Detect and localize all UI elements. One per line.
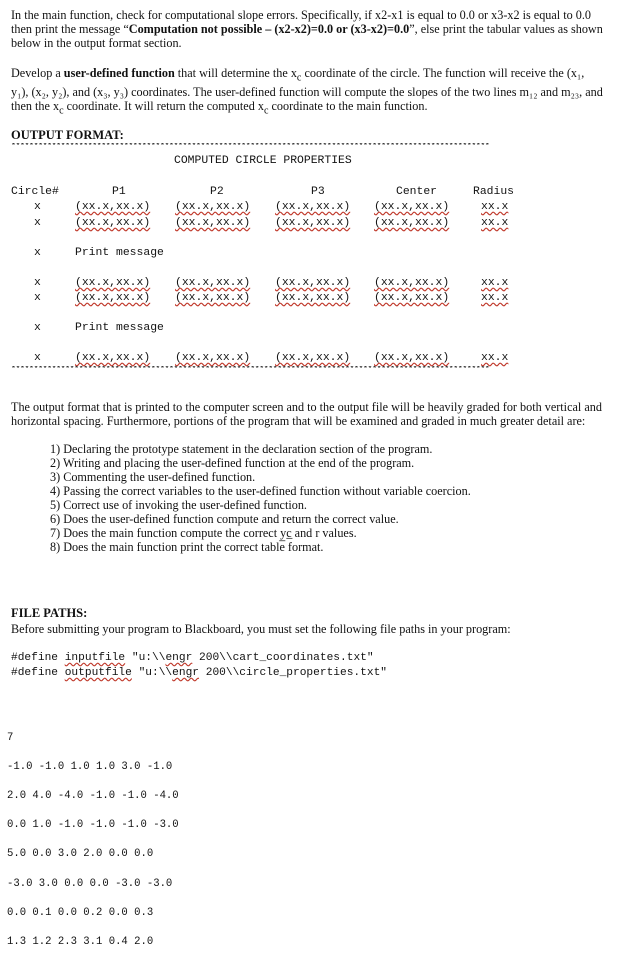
table-row (0, 217, 620, 231)
input-line: 0.0 1.0 -1.0 -1.0 -1.0 -3.0 (7, 819, 179, 832)
cell-p1: (xx.x,xx.x) (75, 217, 151, 229)
input-line: -1.0 -1.0 1.0 1.0 3.0 -1.0 (7, 760, 173, 773)
cell-p3: (xx.x,xx.x) (275, 217, 351, 229)
input-line: 5.0 0.0 3.0 2.0 0.0 0.0 (7, 848, 154, 861)
row-number: x (34, 201, 41, 213)
file-paths-heading: FILE PATHS: (11, 606, 88, 620)
cell-p3: (xx.x,xx.x) (275, 277, 351, 289)
cell-center: (xx.x,xx.x) (374, 277, 450, 289)
cell-p3: (xx.x,xx.x) (275, 201, 351, 213)
intro-text: coordinate of the circle. The function will receive the (x₁, y₁), (x₂, y₂), and (x₃, y₃) coordinates. The user-defined function will compute the slopes of the two lines m₁₂ and m₂₃, and then the x (11, 66, 603, 114)
list-item: 8) Does the main function print the correct table format. (50, 540, 324, 554)
list-item: 2) Writing and placing the user-defined function at the end of the program. (50, 456, 415, 470)
cell-p1: (xx.x,xx.x) (75, 277, 151, 289)
list-item: 3) Commenting the user-defined function. (50, 470, 256, 484)
row-number: x (34, 292, 41, 304)
code-text: #define (11, 652, 65, 664)
intro-text: coordinate to the main function. (268, 99, 428, 114)
cell-radius: xx.x (481, 352, 509, 364)
intro-text: coordinate. It will return the computed x (63, 99, 264, 114)
table-row-message (0, 247, 620, 261)
header-radius: Radius (473, 186, 515, 198)
intro-text: that will determine the x (174, 66, 297, 80)
cell-p2: (xx.x,xx.x) (175, 277, 251, 289)
code-word: inputfile (64, 652, 126, 664)
cell-center: (xx.x,xx.x) (374, 352, 450, 364)
cell-p1: (xx.x,xx.x) (75, 352, 151, 364)
file-paths-text: Before submitting your program to Blackboard, you must set the following file paths in your program: (11, 622, 511, 636)
bold-term: user-defined function (63, 66, 175, 80)
star-divider-bottom: ********************************************************************************************************** (11, 366, 490, 374)
list-item: 6) Does the user-defined function compute and return the correct value. (50, 512, 399, 526)
cell-radius: xx.x (481, 217, 509, 229)
cell-center: (xx.x,xx.x) (374, 201, 450, 213)
table-title: COMPUTED CIRCLE PROPERTIES (174, 155, 352, 167)
subscript: c (59, 105, 64, 117)
input-line: 0.0 0.1 0.0 0.2 0.0 0.3 (7, 906, 154, 919)
cell-p3: (xx.x,xx.x) (275, 352, 351, 364)
header-p2: P2 (210, 186, 224, 198)
code-word: outputfile (64, 667, 132, 679)
header-p1: P1 (112, 186, 126, 198)
intro-text: ”, else print the tabular values as shown below in the output format section. (11, 22, 603, 50)
code-text: 200\\cart_coordinates.txt" (192, 652, 374, 664)
code-word: engr (165, 652, 193, 664)
cell-radius: xx.x (481, 201, 509, 213)
cell-p2: (xx.x,xx.x) (175, 352, 251, 364)
star-divider-top: ********************************************************************************************************** (11, 143, 490, 151)
table-row (0, 277, 620, 291)
row-number: x (34, 352, 41, 364)
cell-p2: (xx.x,xx.x) (175, 292, 251, 304)
intro-text: In the main function, check for computational slope errors. Specifically, if x2-x1 is equal to 0.0 or x3-x2 is equal to 0.0 then print the message “ (11, 8, 591, 36)
list-item: 4) Passing the correct variables to the user-defined function without variable coercion. (50, 484, 471, 498)
list-item: 7) Does the main function compute the correct y̲c̲ and r values. (50, 526, 357, 540)
define-input-line (11, 651, 374, 666)
code-word: engr (172, 667, 200, 679)
list-item: 1) Declaring the prototype statement in the declaration section of the program. (50, 442, 433, 456)
header-p3: P3 (311, 186, 325, 198)
grading-paragraph: The output format that is printed to the computer screen and to the output file will be heavily graded for both vertical and horizontal spacing. Furthermore, portions of the program that will be examined and graded in much greater detail are: (11, 400, 602, 428)
cell-p1: (xx.x,xx.x) (75, 292, 151, 304)
cell-center: (xx.x,xx.x) (374, 217, 450, 229)
cell-radius: xx.x (481, 277, 509, 289)
code-text: "u:\\ (131, 667, 173, 679)
list-item: 5) Correct use of invoking the user-defined function. (50, 498, 307, 512)
subscript: c (296, 72, 302, 84)
row-number: x (34, 322, 41, 334)
input-line: 1.3 1.2 2.3 3.1 0.4 2.0 (7, 935, 154, 948)
code-text: "u:\\ (125, 652, 166, 664)
intro-paragraph-2 (11, 66, 603, 119)
table-row (0, 292, 620, 306)
header-center: Center (396, 186, 438, 198)
table-row (0, 352, 620, 366)
row-number: x (34, 277, 41, 289)
print-message: Print message (75, 247, 164, 259)
input-line: -3.0 3.0 0.0 0.0 -3.0 -3.0 (7, 877, 173, 890)
code-text: #define (11, 667, 65, 679)
table-title-row (0, 155, 620, 169)
cell-p2: (xx.x,xx.x) (175, 217, 251, 229)
cell-p2: (xx.x,xx.x) (175, 201, 251, 213)
cell-radius: xx.x (481, 292, 509, 304)
input-line: 2.0 4.0 -4.0 -1.0 -1.0 -4.0 (7, 789, 179, 802)
table-header-row (0, 186, 620, 200)
header-circle: Circle# (11, 186, 59, 198)
code-text: 200\\circle_properties.txt" (199, 667, 387, 679)
input-data-block (7, 716, 179, 964)
subscript: c (263, 105, 269, 117)
grading-list (50, 442, 610, 554)
intro-paragraph-1 (11, 8, 603, 50)
cell-center: (xx.x,xx.x) (374, 292, 450, 304)
cell-p3: (xx.x,xx.x) (275, 292, 351, 304)
define-output-line (11, 666, 387, 681)
print-message: Print message (75, 322, 164, 334)
table-row (0, 201, 620, 215)
intro-text: Develop a (11, 66, 64, 80)
row-number: x (34, 247, 41, 259)
output-format-heading: OUTPUT FORMAT: (11, 128, 124, 142)
input-line: 7 (7, 731, 14, 744)
error-message-text: Computation not possible – (x2-x2)=0.0 or (x3-x2)=0.0 (128, 22, 410, 36)
row-number: x (34, 217, 41, 229)
table-row-message (0, 322, 620, 336)
cell-p1: (xx.x,xx.x) (75, 201, 151, 213)
